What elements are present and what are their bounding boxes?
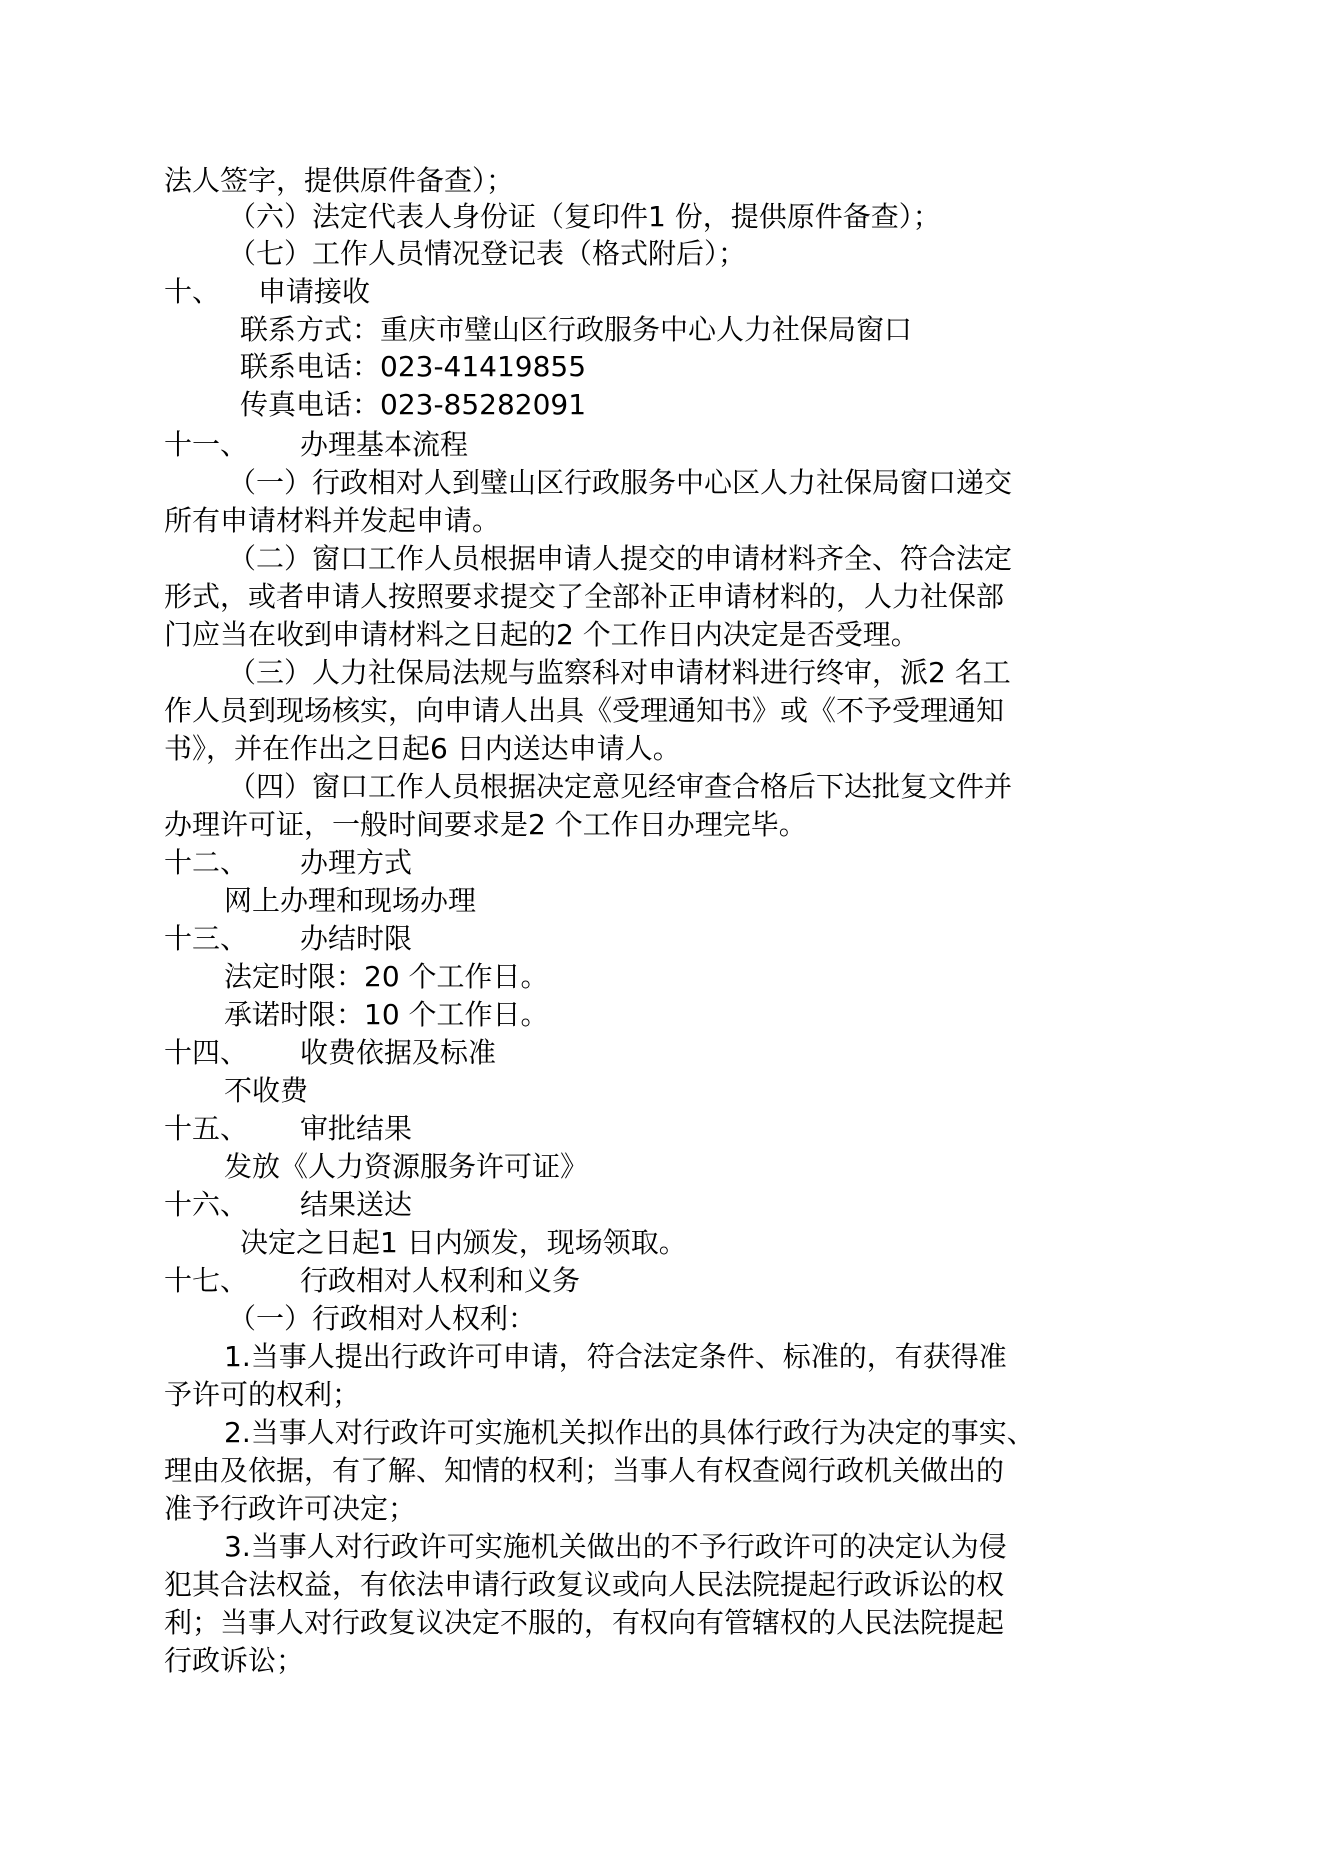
text-line: （四）窗口工作人员根据决定意见经审查合格后下达批复文件并 (228, 770, 1013, 803)
text-line: 联系电话：023-41419855 (240, 350, 587, 383)
text-line: 准予行政许可决定； (164, 1492, 417, 1525)
section-number: 十一、 (164, 428, 249, 461)
section-number: 十七、 (164, 1264, 249, 1297)
section-heading: 办理方式 (300, 846, 413, 879)
section-heading: 申请接收 (258, 275, 371, 308)
text-line: 予许可的权利； (164, 1378, 361, 1411)
text-line: 联系方式：重庆市璧山区行政服务中心人力社保局窗口 (240, 313, 913, 346)
section-heading: 审批结果 (300, 1112, 413, 1145)
section-heading: 办理基本流程 (300, 428, 469, 461)
text-line: 决定之日起1 日内颁发，现场领取。 (240, 1226, 687, 1259)
text-line: （七）工作人员情况登记表（格式附后）； (228, 237, 747, 270)
text-line: 法人签字，提供原件备查）； (164, 164, 515, 197)
text-line: 理由及依据，有了解、知情的权利；当事人有权查阅行政机关做出的 (164, 1454, 1005, 1487)
text-line: 3.当事人对行政许可实施机关做出的不予行政许可的决定认为侵 (224, 1530, 1007, 1563)
section-number: 十五、 (164, 1112, 249, 1145)
text-line: （一）行政相对人到璧山区行政服务中心区人力社保局窗口递交 (228, 466, 1013, 499)
text-line: 法定时限：20 个工作日。 (224, 960, 549, 993)
section-number: 十六、 (164, 1188, 249, 1221)
text-line: 利；当事人对行政复议决定不服的，有权向有管辖权的人民法院提起 (164, 1606, 1005, 1639)
section-number: 十四、 (164, 1036, 249, 1069)
text-line: 发放《人力资源服务许可证》 (224, 1150, 589, 1183)
text-line: 承诺时限：10 个工作日。 (224, 998, 549, 1031)
text-line: 不收费 (224, 1074, 309, 1107)
text-line: 犯其合法权益，有依法申请行政复议或向人民法院提起行政诉讼的权 (164, 1568, 1005, 1601)
text-line: 1.当事人提出行政许可申请，符合法定条件、标准的，有获得准 (224, 1340, 1007, 1373)
section-heading: 行政相对人权利和义务 (300, 1264, 581, 1297)
section-number: 十、 (164, 275, 221, 308)
text-line: 办理许可证，一般时间要求是2 个工作日办理完毕。 (164, 808, 807, 841)
text-line: 所有申请材料并发起申请。 (164, 504, 501, 537)
text-line: 2.当事人对行政许可实施机关拟作出的具体行政行为决定的事实、 (224, 1416, 1035, 1449)
text-line: 传真电话：023-85282091 (240, 388, 587, 421)
text-line: 门应当在收到申请材料之日起的2 个工作日内决定是否受理。 (164, 618, 919, 651)
section-number: 十二、 (164, 846, 249, 879)
text-line: （二）窗口工作人员根据申请人提交的申请材料齐全、符合法定 (228, 542, 1013, 575)
text-line: 网上办理和现场办理 (224, 884, 477, 917)
text-line: 形式，或者申请人按照要求提交了全部补正申请材料的，人力社保部 (164, 580, 1005, 613)
text-line: （三）人力社保局法规与监察科对申请材料进行终审，派2 名工 (228, 656, 1011, 689)
section-heading: 结果送达 (300, 1188, 413, 1221)
text-line: 行政诉讼； (164, 1644, 305, 1677)
text-line: （一）行政相对人权利： (228, 1302, 537, 1335)
text-line: （六）法定代表人身份证（复印件1 份，提供原件备查）； (228, 200, 941, 233)
section-number: 十三、 (164, 922, 249, 955)
section-heading: 收费依据及标准 (300, 1036, 497, 1069)
section-heading: 办结时限 (300, 922, 413, 955)
text-line: 作人员到现场核实，向申请人出具《受理通知书》或《不予受理通知 (164, 694, 1005, 727)
text-line: 书》，并在作出之日起6 日内送达申请人。 (164, 732, 681, 765)
